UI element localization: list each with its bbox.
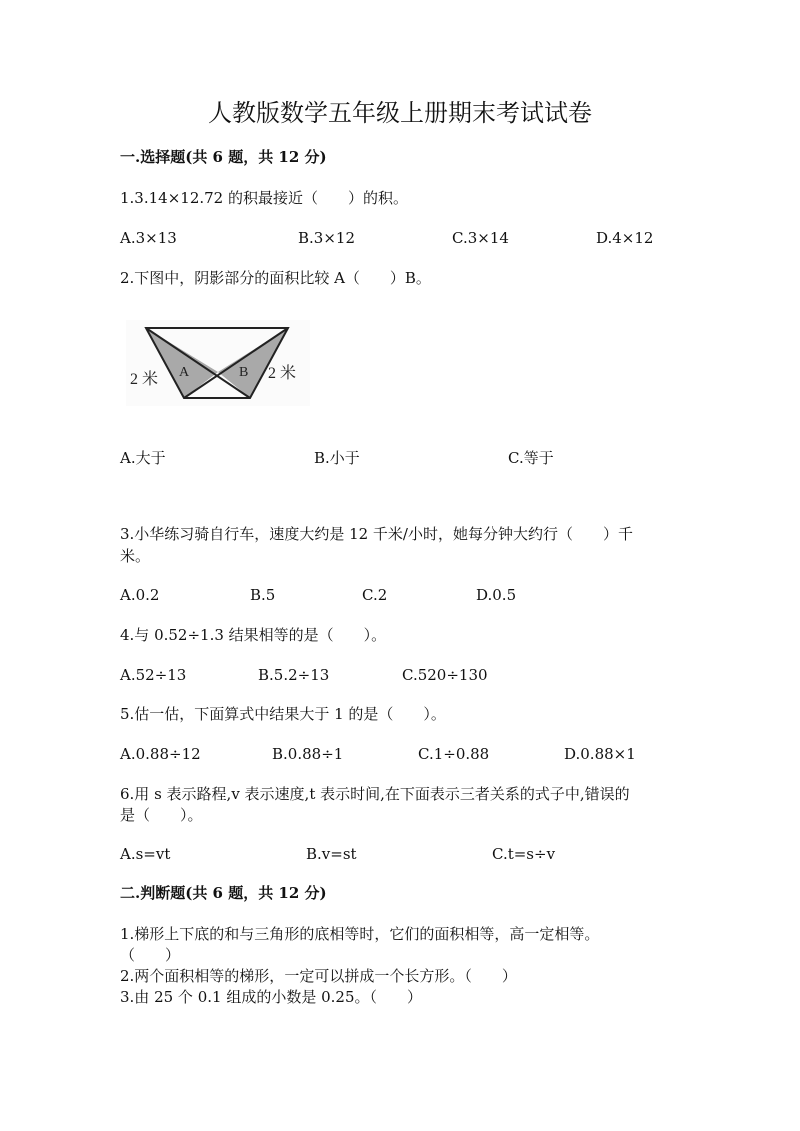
- q1-option-a: A.3×13: [120, 229, 177, 247]
- q3-option-c: C.2: [362, 586, 388, 604]
- q1-option-d: D.4×12: [596, 229, 654, 247]
- left-length-label: 2 米: [130, 371, 159, 388]
- question-3-stem-line1: 3.小华练习骑自行车，速度大约是 12 千米/小时，她每分钟大约行（ ）千: [120, 525, 633, 543]
- q4-option-c: C.520÷130: [402, 666, 488, 684]
- question-4-stem: 4.与 0.52÷1.3 结果相等的是（ ）。: [120, 626, 387, 644]
- q3-option-a: A.0.2: [120, 586, 160, 604]
- question-6-stem-line1: 6.用 s 表示路程,v 表示速度,t 表示时间,在下面表示三者关系的式子中,错误的: [120, 785, 630, 803]
- q4-option-a: A.52÷13: [120, 666, 187, 684]
- section-heading-judgment: 二.判断题(共 6 题，共 12 分): [120, 884, 327, 902]
- page-title: 人教版数学五年级上册期末考试试卷: [208, 99, 592, 127]
- judgment-1-line1: 1.梯形上下底的和与三角形的底相等时，它们的面积相等，高一定相等。: [120, 925, 600, 943]
- q1-option-b: B.3×12: [298, 229, 355, 247]
- question-3-stem-line2: 米。: [120, 547, 151, 565]
- trapezoid-figure: [126, 320, 310, 406]
- q5-option-b: B.0.88÷1: [272, 745, 344, 763]
- q5-option-a: A.0.88÷12: [120, 745, 201, 763]
- q3-option-d: D.0.5: [476, 586, 517, 604]
- label-a: A: [179, 365, 190, 380]
- q2-option-b: B.小于: [314, 449, 360, 467]
- question-5-stem: 5.估一估，下面算式中结果大于 1 的是（ ）。: [120, 705, 446, 723]
- trapezoid-diagram: [126, 320, 310, 406]
- q6-option-a: A.s=vt: [120, 845, 171, 863]
- q6-option-c: C.t=s÷v: [492, 845, 556, 863]
- judgment-1-line2: （ ）: [120, 946, 181, 964]
- q3-option-b: B.5: [250, 586, 276, 604]
- section-heading-choice: 一.选择题(共 6 题，共 12 分): [120, 148, 327, 166]
- q5-option-d: D.0.88×1: [564, 745, 636, 763]
- question-1-stem: 1.3.14×12.72 的积最接近（ ）的积。: [120, 189, 408, 207]
- q1-option-c: C.3×14: [452, 229, 509, 247]
- shaded-triangle-b: [218, 328, 288, 398]
- q2-option-a: A.大于: [120, 449, 166, 467]
- right-length-label: 2 米: [268, 365, 297, 382]
- q6-option-b: B.v=st: [306, 845, 357, 863]
- q5-option-c: C.1÷0.88: [418, 745, 490, 763]
- judgment-3: 3.由 25 个 0.1 组成的小数是 0.25。（ ）: [120, 988, 422, 1006]
- q2-option-c: C.等于: [508, 449, 554, 467]
- question-6-stem-line2: 是（ ）。: [120, 806, 203, 824]
- question-2-stem: 2.下图中，阴影部分的面积比较 A（ ）B。: [120, 269, 431, 287]
- judgment-2: 2.两个面积相等的梯形，一定可以拼成一个长方形。（ ）: [120, 967, 517, 985]
- label-b: B: [239, 365, 249, 380]
- q4-option-b: B.5.2÷13: [258, 666, 330, 684]
